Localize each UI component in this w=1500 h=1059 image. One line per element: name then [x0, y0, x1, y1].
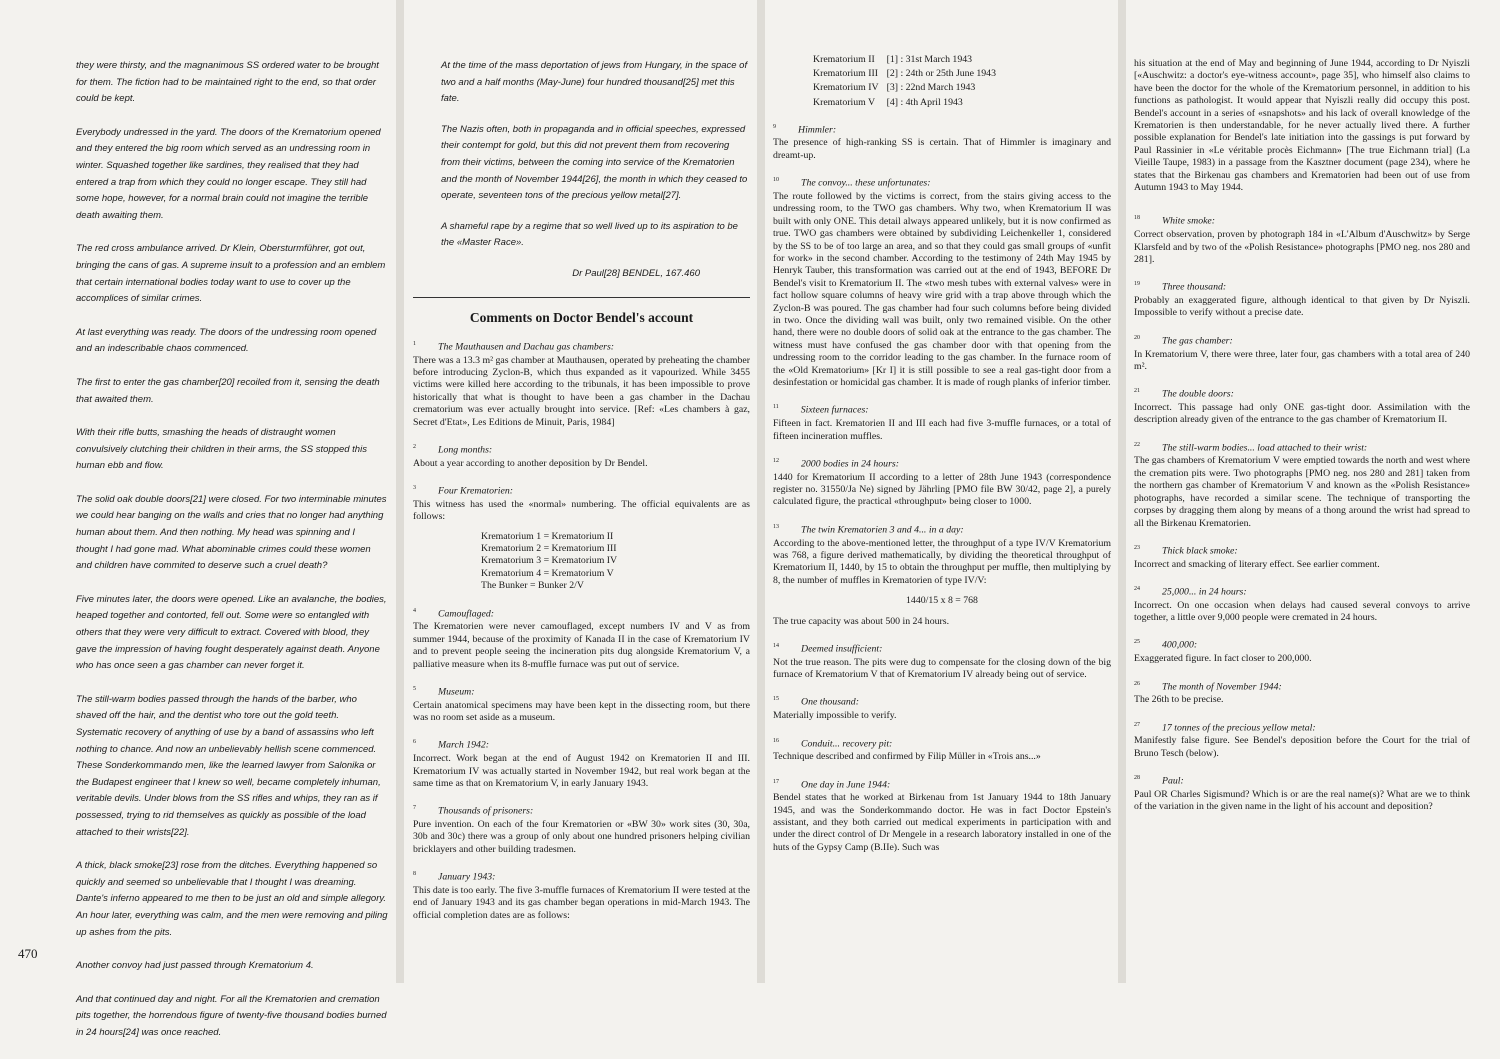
- footnote-text: The gas chambers of Krematorium V were emptied towards the north and west where the cremation pits were. Two photographs [PMO neg. nos 280 and 281] taken from the northern gas chamber of Krematorium V and known as the «Polish Resistance» photographs, have recorded a similar scene. The technique of transporting the corpses by dragging them along by means of a thong around the wrist had spread to all the Birkenau Krematorien.: [1134, 455, 1470, 529]
- footnote-text: Exaggerated figure. In fact closer to 200,000.: [1134, 653, 1312, 665]
- footnote-number: 11: [773, 404, 779, 411]
- list-item: Krematorium 2 = Krematorium III: [481, 543, 617, 555]
- footnote-text: Manifestly false figure. See Bendel's deposition before the Court for the trial of Bruno Tesch (below).: [1134, 735, 1470, 759]
- footnote-number: 5: [413, 685, 416, 692]
- list-item: Krematorium 1 = Krematorium II: [481, 530, 614, 542]
- divider: [413, 297, 750, 298]
- footnote-entry: [413, 441, 750, 470]
- footnote-text: This witness has used the «normal» numbering. The official equivalents are as follows:: [413, 498, 750, 523]
- list-item: Krematorium 3 = Krematorium IV: [481, 555, 618, 567]
- footnote-entry: [1134, 439, 1470, 530]
- gutter-right: [1118, 0, 1126, 983]
- page-number: 470: [18, 946, 38, 961]
- paragraph: A shameful rape by a regime that so well lived up to its aspiration to be the «Master Race».: [441, 220, 738, 249]
- footnote-entry: [1134, 332, 1470, 373]
- footnote-title: $^{17}$ One day in June 1944:: [773, 778, 891, 790]
- footnote-entry: [1134, 678, 1470, 707]
- footnote-text: Not the true reason. The pits were dug to compensate for the closing down of the big furnace of Krematorium V that of Krematorium IV already being out of service.: [773, 656, 1111, 681]
- footnote-title: $^{14}$ Deemed insufficient:: [773, 642, 883, 655]
- footnote-entry: [773, 521, 1111, 628]
- paragraph: The still-warm bodies passed through the hands of the barber, who shaved off the hair, and the dentist who tore out the gold teeth. Systematic recovery of anything of use by a band of assassins who left nothing to chance. And now an unbelievably hellish scene commenced. These Sonderkommando men, like the learned lawyer from Salonika or the Budapest engineer that I knew so well, became completely inhuman, veritable devils. Under blows from the SS rifles and whips, they ran as if possessed, trying to rid themselves as quickly as possible of the load attached to their wrists[22].: [76, 693, 381, 838]
- footnote-number: 8: [413, 871, 416, 878]
- footnote-text: Correct observation, proven by photograph 184 in «L'Album d'Auschwitz» by Serge Klarsfeld and by two of the «Polish Resistance» photographs [PMO neg. nos 280 and 281].: [1134, 229, 1470, 265]
- footnote-number: 6: [413, 739, 416, 746]
- footnote-text: Incorrect and smacking of literary effect. See earlier comment.: [1134, 558, 1380, 570]
- footnote-text: The Krematorien were never camouflaged, except numbers IV and V as from summer 1944, because of the proximity of Kanada II in the case of Krematorium IV and to prevent people seeing the incineration pits dug alongside Krematorium V, a palliative measure when its 8-muffle furnace was put out of service.: [413, 621, 750, 670]
- footnote-number: 14: [773, 642, 779, 649]
- footnote-text: Bendel states that he worked at Birkenau from 1st January 1944 to 18th January 1945, and was the Sonderkommando doctor. He was in fact Doctor Epstein's assistant, and they both carried out medical experiments in participation with and under the direct control of Dr Mengele in a research laboratory installed in one of the huts of the Gypsy Camp (B.IIe). Such was: [773, 792, 1111, 853]
- footnote-entry: [773, 174, 1111, 389]
- column-2: [413, 58, 750, 934]
- footnote-entry: [773, 401, 1111, 442]
- footnote-title: $^{13}$ The twin Krematorien 3 and 4... in a day:: [773, 523, 964, 536]
- paragraph: At the time of the mass deportation of jews from Hungary, in the space of two and a half months (May-June) four hundred thousand[25] met this fate.: [441, 60, 748, 105]
- footnote-number: 27: [1134, 721, 1140, 728]
- footnote-entry: [773, 693, 1111, 722]
- footnote-title: $^{27}$ 17 tonnes of the precious yellow metal:: [1134, 721, 1316, 733]
- footnote-text: About a year according to another deposition by Dr Bendel.: [413, 457, 648, 469]
- footnote-entry: [773, 776, 1111, 855]
- footnote-title: $^{25}$ 400,000:: [1134, 639, 1198, 651]
- footnote-title: $^{23}$ Thick black smoke:: [1134, 544, 1238, 557]
- footnote-number: 15: [773, 696, 779, 703]
- footnote-text: In Krematorium V, there were three, later four, gas chambers with a total area of 240 m².: [1134, 348, 1470, 372]
- footnote-text: The 26th to be precise.: [1134, 694, 1224, 706]
- footnote-text: Probably an exaggerated figure, although identical to that given by Dr Nyiszli. Impossible to verify without a precise date.: [1134, 295, 1470, 319]
- footnote-number: 2: [413, 444, 416, 451]
- footnote-entry: [413, 338, 750, 429]
- footnote-title: $^{28}$ Paul:: [1134, 775, 1184, 787]
- table-row: Krematorium V [4] : 4th April 1943: [813, 96, 963, 108]
- section-heading: Comments on Doctor Bendel's account: [469, 309, 694, 325]
- signature-line: Dr Paul[28] BENDEL, 167.460: [572, 267, 700, 279]
- footnote-title: $^{22}$ The still-warm bodies... load attached to their wrist:: [1134, 441, 1368, 454]
- footnote-title: $^{20}$ The gas chamber:: [1134, 334, 1233, 347]
- footnote-entry: [1134, 542, 1470, 571]
- paragraph: Everybody undressed in the yard. The doors of the Krematorium opened and they entered the big room which served as an undressing room in winter. Squashed together like sardines, they realised that they had entered a trap from which they could no longer escape. They still had some hope, however, for a normal brain could not imagine the terrible death awaiting them.: [76, 126, 381, 221]
- footnote-entry: [1134, 772, 1470, 813]
- footnote-text: This date is too early. The five 3-muffle furnaces of Krematorium II were tested at the end of January 1943 and its gas chamber began operations in mid-March 1943. The official completion dates are as follows:: [413, 884, 750, 921]
- footnote-title: $^3$ Four Krematorien:: [413, 485, 514, 497]
- paragraph: A thick, black smoke[23] rose from the ditches. Everything happened so quickly and seemed so unbelievable that I thought I was dreaming. Dante's inferno appeared to me then to be just an old and simple allegory. An hour later, everything was calm, and the men were removing and piling up ashes from the pits.: [76, 860, 388, 938]
- paragraph: they were thirsty, and the magnanimous SS ordered water to be brought for them. The fiction had to be maintained right to the end, so that order could be kept.: [76, 60, 379, 105]
- footnote-entry: [413, 736, 750, 790]
- footnote-text: Materially impossible to verify.: [773, 710, 897, 722]
- footnote-number: 7: [413, 805, 416, 812]
- paragraph: With their rifle butts, smashing the heads of distraught women convulsively clutching their children in their arms, the SS stopped this human ebb and flow.: [76, 427, 367, 472]
- footnote-entry: [413, 482, 750, 593]
- column-4: [1134, 58, 1470, 826]
- footnote-number: 20: [1134, 334, 1140, 341]
- footnote-title: $^{11}$ Sixteen furnaces:: [773, 404, 869, 416]
- paragraph: And that continued day and night. For all the Krematorien and cremation pits together, the horrendous figure of twenty-five thousand bodies burned in 24 hours[24] was once reached.: [76, 993, 387, 1038]
- footnote-number: 4: [413, 607, 416, 614]
- footnote-text: 1440 for Krematorium II according to a letter of 28th June 1943 (correspondence register no. 31550/Ja Ne) signed by Jährling [PMO file BW 30/42, page 2], a purely calculated figure, the practical «throughput» being closer to 1000.: [773, 471, 1111, 508]
- footnote-number: 21: [1134, 388, 1140, 395]
- continuation-paragraph: his situation at the end of May and beginning of June 1944, according to Dr Nyiszli [«Auschwitz: a doctor's eye-witness account», page 35], who himself also claims to have been the doctor for the whole of the Krematorium personnel, in addition to his functions as pathologist. It would appear that Nyiszli really did occupy this post. Bendel's account in a series of «snapshots» and his lack of overall knowledge of the Krematorien is then understandable, for he never actually lived there. A further possible explanation for Bendel's late initiation into the gassings is put forward by Paul Rassinier in «Le véritable procès Eichmann» [The true Eichmann trial] (La Vieille Taupe, 1983) in a passage from the Kasztner document (page 234), where he states that the Birkenau gas chambers and Krematorien had been out of use from Autumn 1943 to May 1944.: [1134, 58, 1470, 194]
- paragraph: The solid oak double doors[21] were closed. For two interminable minutes we could hear banging on the walls and cries that no longer had anything human about them. And then nothing. My head was spinning and I thought I had gone mad. What abominable crimes could these women and children have commited to deserve such a cruel death?: [76, 493, 387, 572]
- footnote-number: 9: [773, 123, 776, 130]
- equivalents-list: [413, 531, 750, 593]
- footnote-entry: [1134, 583, 1470, 624]
- paragraph: Another convoy had just passed through Krematorium 4.: [76, 960, 314, 972]
- footnote-text: Fifteen in fact. Krematorien II and III each had five 3-muffle furnaces, or a total of fifteen incineration muffles.: [773, 418, 1111, 442]
- footnote-title: $^{15}$ One thousand:: [773, 696, 859, 708]
- footnote-entry: [1134, 278, 1470, 319]
- column-3: [773, 54, 1111, 866]
- footnote-number: 10: [773, 177, 779, 184]
- paragraph: At last everything was ready. The doors of the undressing room opened and an indescribable chaos commenced.: [76, 326, 377, 355]
- footnote-title: $^9$ Himmler:: [773, 123, 837, 136]
- footnote-number: 18: [1134, 215, 1140, 222]
- equation: 1440/15 x 8 = 768: [906, 595, 978, 607]
- testimony-continuation: [413, 58, 750, 283]
- footnote-number: 16: [773, 737, 779, 744]
- paragraph: The red cross ambulance arrived. Dr Klein, Obersturmführer, got out, bringing the cans of gas. A supreme insult to a profession and an emblem that certain international bodies today want to use to cover up the accomplices of similar crimes.: [76, 243, 386, 305]
- footnote-entry: [773, 735, 1111, 764]
- footnote-text: The true capacity was about 500 in 24 hours.: [773, 615, 950, 627]
- footnote-title: $^4$ Camouflaged:: [413, 607, 495, 619]
- table-row: Krematorium III [2] : 24th or 25th June 1943: [813, 68, 996, 80]
- footnote-entry: [413, 605, 750, 671]
- footnote-text: Paul OR Charles Sigismund? Which is or are the real name(s)? What are we to think of the variation in the given name in the light of his account and deposition?: [1134, 788, 1470, 813]
- footnote-text: Certain anatomical specimens may have been kept in the dissecting room, but there was no room set aside as a museum.: [413, 699, 750, 724]
- footnote-title: $^8$ January 1943:: [413, 871, 496, 883]
- footnote-entry: [773, 121, 1111, 162]
- list-item: Krematorium 4 = Krematorium V: [481, 567, 614, 579]
- footnote-entry: [413, 683, 750, 724]
- footnote-title: $^{10}$ The convoy... these unfortunates:: [773, 177, 931, 189]
- footnote-number: 25: [1134, 639, 1140, 646]
- footnote-text: There was a 13.3 m² gas chamber at Mauthausen, operated by preheating the chamber before introducing Zyclon-B, which thus expanded as it vapourized. While 3455 victims were killed here according to the tribunals, it has been impossible to prove historically that what is thought to have been a gas chamber in the Dachau crematorium was ever actually brought into service. [Ref: «Les chambers à gaz, Secret d'Etat», Les Editions de Minuit, Paris, 1984]: [413, 354, 750, 428]
- footnote-text: Incorrect. Work began at the end of August 1942 on Krematorien II and III. Krematorium IV was actually started in November 1942, but real work began at the same time as that on Krematorium V, in early January 1943.: [413, 753, 750, 789]
- footnote-text: According to the above-mentioned letter, the throughput of a type IV/V Krematorium was 768, a figure derived mathematically, by dividing the theoretical throughput of Krematorium II, 1440, by 15 to obtain the throughput per muffle, then multiplying by 8, the number of muffles in Krematorien of type IV/V:: [773, 537, 1111, 586]
- footnote-number: 3: [413, 485, 416, 492]
- footnote-entry: [773, 640, 1111, 681]
- column-1-testimony: [76, 58, 388, 1059]
- footnote-title: $^{18}$ White smoke:: [1134, 215, 1216, 227]
- footnote-title: $^2$ Long months:: [413, 444, 493, 456]
- footnote-number: 22: [1134, 441, 1140, 448]
- footnote-title: $^{24}$ 25,000... in 24 hours:: [1134, 586, 1247, 598]
- footnote-text: Incorrect. On one occasion when delays had caused several convoys to arrive together, a little over 9,000 people were cremated in 24 hours.: [1134, 599, 1470, 624]
- footnote-number: 28: [1134, 775, 1140, 782]
- footnote-number: 1: [413, 340, 416, 347]
- footnote-title: $^{16}$ Conduit... recovery pit:: [773, 737, 893, 749]
- gutter-center: [757, 0, 765, 983]
- footnote-number: 17: [773, 778, 779, 785]
- footnote-text: Technique described and confirmed by Filip Müller in «Trois ans...»: [773, 751, 1041, 763]
- table-row: Krematorium II [1] : 31st March 1943: [813, 54, 973, 65]
- paragraph: Five minutes later, the doors were opened. Like an avalanche, the bodies, heaped together and contorted, fell out. Some were so entangled with others that they were very difficult to extract. Covered with blood, they gave the impression of having fought desperately against death. Anyone who has once seen a gas chamber can never forget it.: [76, 593, 387, 672]
- footnote-title: $^5$ Museum:: [413, 685, 475, 698]
- footnote-text: Pure invention. On each of the four Krematorien or «BW 30» work sites (30, 30a, 30b and 30c) there was a group of only about one hundred prisoners helping civilian bricklayers and other building tradesmen.: [413, 818, 750, 855]
- footnote-number: 26: [1134, 680, 1140, 687]
- footnote-entry: [413, 868, 750, 922]
- footnote-entry: [413, 802, 750, 856]
- table-row: Krematorium IV [3] : 22nd March 1943: [813, 82, 976, 94]
- footnote-entry: [1134, 385, 1470, 426]
- footnote-title: $^{12}$ 2000 bodies in 24 hours:: [773, 457, 899, 470]
- footnote-title: $^{21}$ The double doors:: [1134, 388, 1234, 400]
- footnote-title: $^1$ The Mauthausen and Dachau gas chambers:: [413, 340, 615, 353]
- footnote-title: $^6$ March 1942:: [413, 739, 490, 751]
- footnote-entry: [1134, 636, 1470, 665]
- footnote-title: $^{19}$ Three thousand:: [1134, 281, 1227, 293]
- footnote-text: Incorrect. This passage had only ONE gas-tight door. Assimilation with the description already given of the entrance to the gas chamber of Krematorium II.: [1134, 402, 1470, 426]
- footnote-text: The route followed by the victims is correct, from the stairs giving access to the undressing room, to the TWO gas chambers. Why two, when Krematorium II was built with only ONE. This detail always appeared unlikely, but it is now confirmed as true. TWO gas chambers were obtained by subdividing Leichenkeller 1, considered by the SS to be of too large an area, and so that they could gas small groups of «unfit for work» in the second chamber. According to the testimony of 24th May 1945 by Henryk Tauber, this transformation was carried out at the end of 1943, BEFORE Dr Bendel's visit to Krematorium II. The «two mesh tubes with external valves» were in fact hollow square columns of heavy wire grid with a trap above through which the Zyclon-B was poured. The gas chamber had four such columns before being divided in two. Once the dividing wall was built, only two remained visible. On the other hand, there were no double doors of solid oak at the entrance to the gas chamber. The witness must have confused the gas chamber door with that opening from the undressing room to the corridor leading to the gas chamber. In the furnace room of the «Old Krematorium» [Kr I] it is still possible to see a real gas-tight door from a desinfestation or homicidal gas chamber. It is made of rough planks of inferior timber.: [773, 190, 1111, 389]
- footnote-title: $^7$ Thousands of prisoners:: [413, 805, 534, 817]
- paragraph: The first to enter the gas chamber[20] recoiled from it, sensing the death that awaited them.: [76, 376, 380, 405]
- footnote-entry: [773, 455, 1111, 509]
- footnote-number: 13: [773, 523, 779, 530]
- footnote-title: $^{26}$ The month of November 1944:: [1134, 680, 1282, 692]
- footnote-entry: [1134, 212, 1470, 266]
- footnote-entry: [1134, 719, 1470, 760]
- gutter-left: [396, 0, 404, 983]
- footnote-number: 23: [1134, 544, 1140, 551]
- footnote-number: 24: [1134, 586, 1140, 592]
- paragraph: The Nazis often, both in propaganda and in official speeches, expressed their contempt for gold, but this did not prevent them from recovering from their victims, between the coming into service of the Krematorien and the month of November 1944[26], the month in which they ceased to operate, seventeen tons of the precious yellow metal[27].: [441, 123, 748, 202]
- completion-dates-table: [773, 52, 1004, 111]
- footnote-number: 19: [1134, 281, 1140, 288]
- footnote-text: The presence of high-ranking SS is certain. That of Himmler is imaginary and dreamt-up.: [773, 137, 1111, 161]
- footnote-number: 12: [773, 457, 779, 464]
- list-item: The Bunker = Bunker 2/V: [481, 580, 584, 592]
